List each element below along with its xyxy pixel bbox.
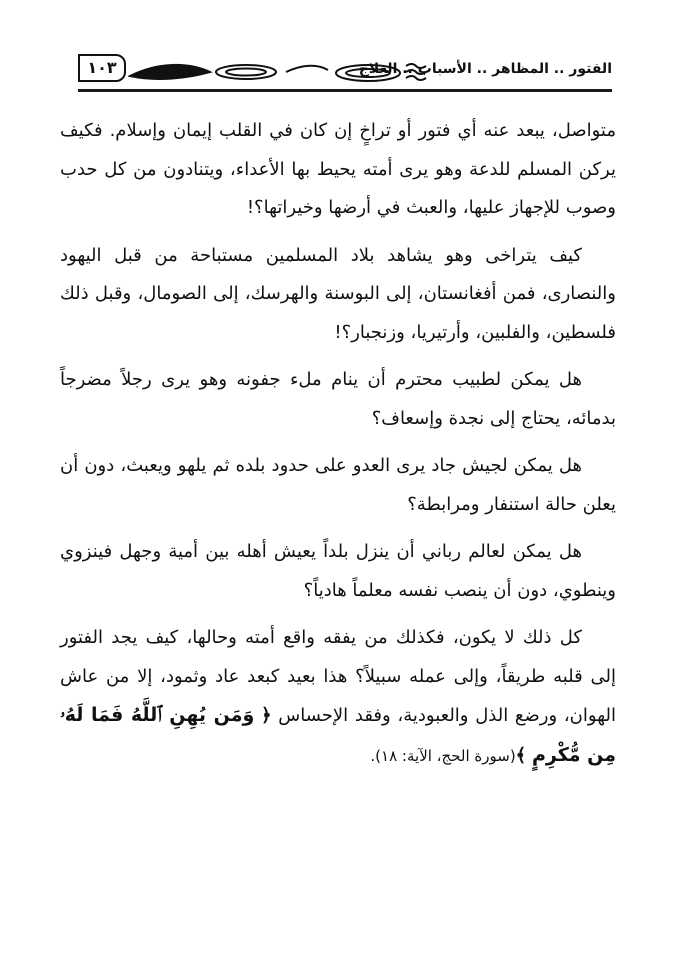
verse-reference: (سورة الحج، الآية: ١٨). xyxy=(370,746,516,765)
quran-verse: وَمَن يُهِنِ ٱللَّهُ فَمَا لَهُۥ مِن مُّكْرِمٍ xyxy=(60,704,616,766)
page-body xyxy=(60,112,616,784)
ornate-bracket-close: ﴾ xyxy=(515,744,527,766)
paragraph: هل يمكن لجيش جاد يرى العدو على حدود بلده ثم يلهو ويعبث، دون أن يعلن حالة استنفار ومرابطة؟ xyxy=(60,455,616,515)
paragraph-with-verse xyxy=(60,619,616,775)
header-rule xyxy=(78,89,612,92)
paragraph-text: كل ذلك لا يكون، فكذلك من يفقه واقع أمته وحالها، كيف يجد الفتور إلى قلبه طريقاً، وإلى عمله سبيلاً؟ هذا بعيد كبعد عاد وثمود، إلا من عاش الهوان، ورضع الذل والعبودية، وفقد الإحساس xyxy=(60,627,616,726)
ornate-bracket-open: ﴿ xyxy=(261,705,272,726)
page-number: ١٠٣ xyxy=(78,54,126,82)
paragraph: هل يمكن لعالم رباني أن ينزل بلداً يعيش أهله بين أمية وجهل فينزوي وينطوي، دون أن ينصب نفسه معلماً هادياً؟ xyxy=(60,541,616,601)
paragraph: كيف يتراخى وهو يشاهد بلاد المسلمين مستباحة من قبل اليهود والنصارى، فمن أفغانستان، إلى البوسنة والهرسك، إلى الصومال، وقبل ذلك فلسطين، والفلبين، وأرتيريا، وزنجبار؟! xyxy=(60,244,616,343)
page-header xyxy=(78,48,612,92)
paragraph: متواصل، يبعد عنه أي فتور أو تراخٍ إن كان في القلب إيمان وإسلام. فكيف يركن المسلم للدعة وهو يرى أمته يحيط بها الأعداء، ويتنادون من كل حدب وصوب للإجهاز عليها، والعبث في أرضها وخيراتها؟! xyxy=(60,120,616,218)
paragraph: هل يمكن لطبيب محترم أن ينام ملء جفونه وهو يرى رجلاً مضرجاً بدمائه، يحتاج إلى نجدة وإسعاف؟ xyxy=(60,369,616,429)
running-title: الفتور .. المظاهر .. الأسباب .. العلاج xyxy=(358,61,612,77)
header-ornament-icon xyxy=(128,56,440,88)
